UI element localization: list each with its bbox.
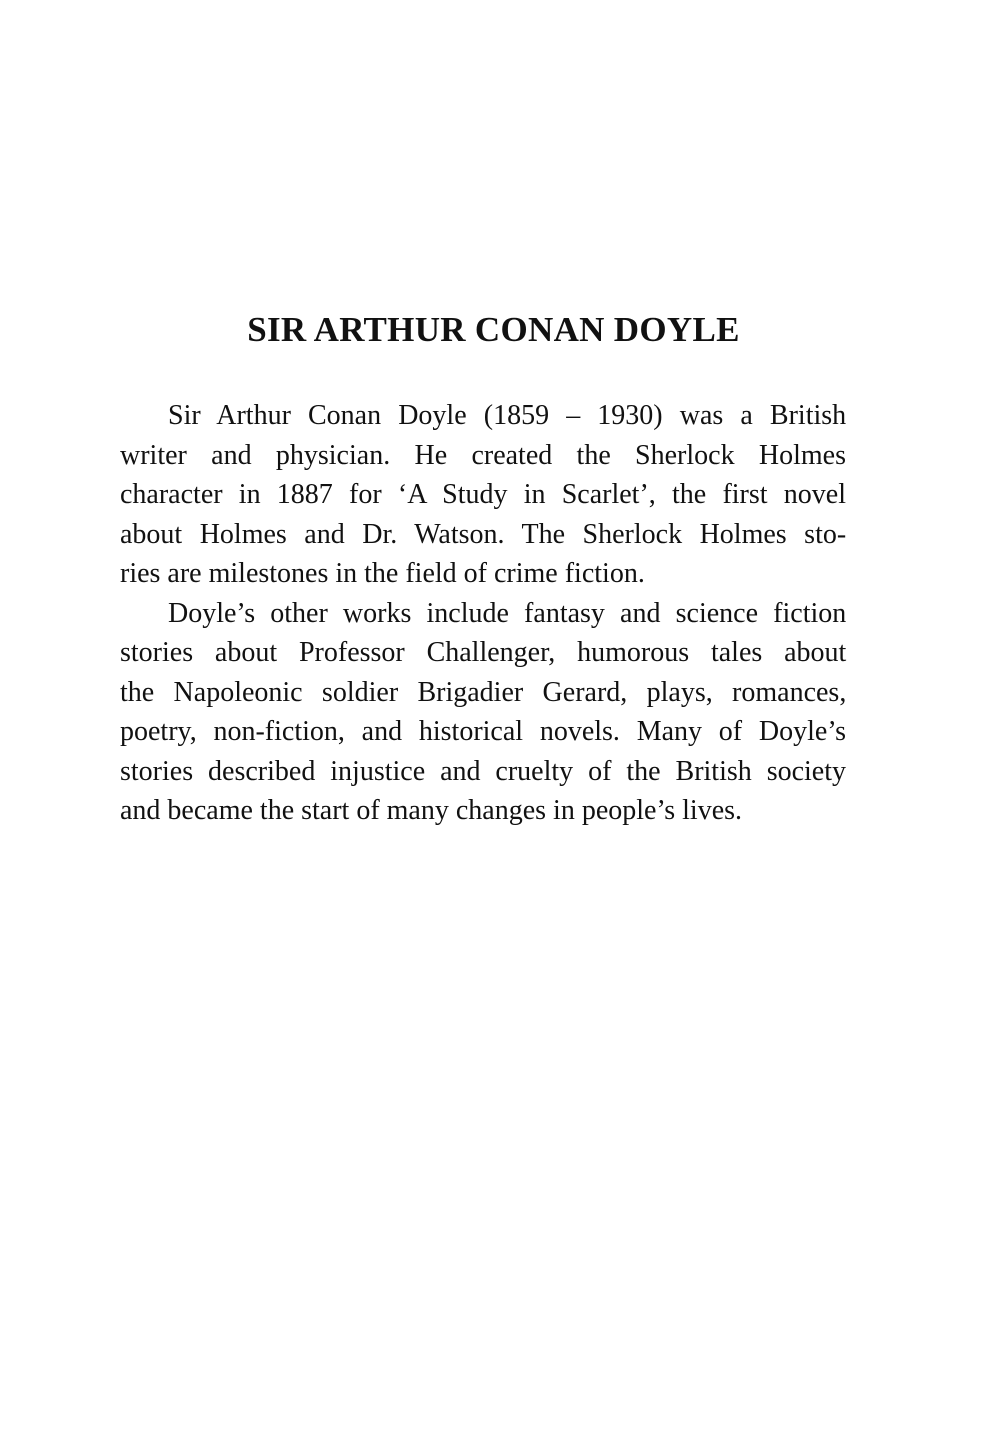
text-line: stories described injustice and cruelty of the British society xyxy=(120,755,846,787)
text-line: character in 1887 for ‘A Study in Scarlet’, the first novel xyxy=(120,479,846,510)
text-line: ries are milestones in the field of crime fiction. xyxy=(120,558,645,589)
text-line: the Napoleonic soldier Brigadier Gerard, plays, romances, xyxy=(120,676,847,708)
biography-text xyxy=(120,396,846,831)
paragraph-1 xyxy=(120,396,846,594)
text-line: about Holmes and Dr. Watson. The Sherlock Holmes sto- xyxy=(120,518,847,550)
text-line: Doyle’s other works include fantasy and science fiction xyxy=(168,597,847,629)
text-line: and became the start of many changes in people’s lives. xyxy=(120,795,743,826)
paragraph-2 xyxy=(120,594,846,831)
page-title: SIR ARTHUR CONAN DOYLE xyxy=(247,310,740,349)
text-line: writer and physician. He created the Sherlock Holmes xyxy=(120,439,846,471)
text-line: stories about Professor Challenger, humorous tales about xyxy=(120,637,847,668)
text-line: poetry, non-fiction, and historical novels. Many of Doyle’s xyxy=(120,716,846,747)
text-line: Sir Arthur Conan Doyle (1859 – 1930) was a British xyxy=(168,400,847,431)
